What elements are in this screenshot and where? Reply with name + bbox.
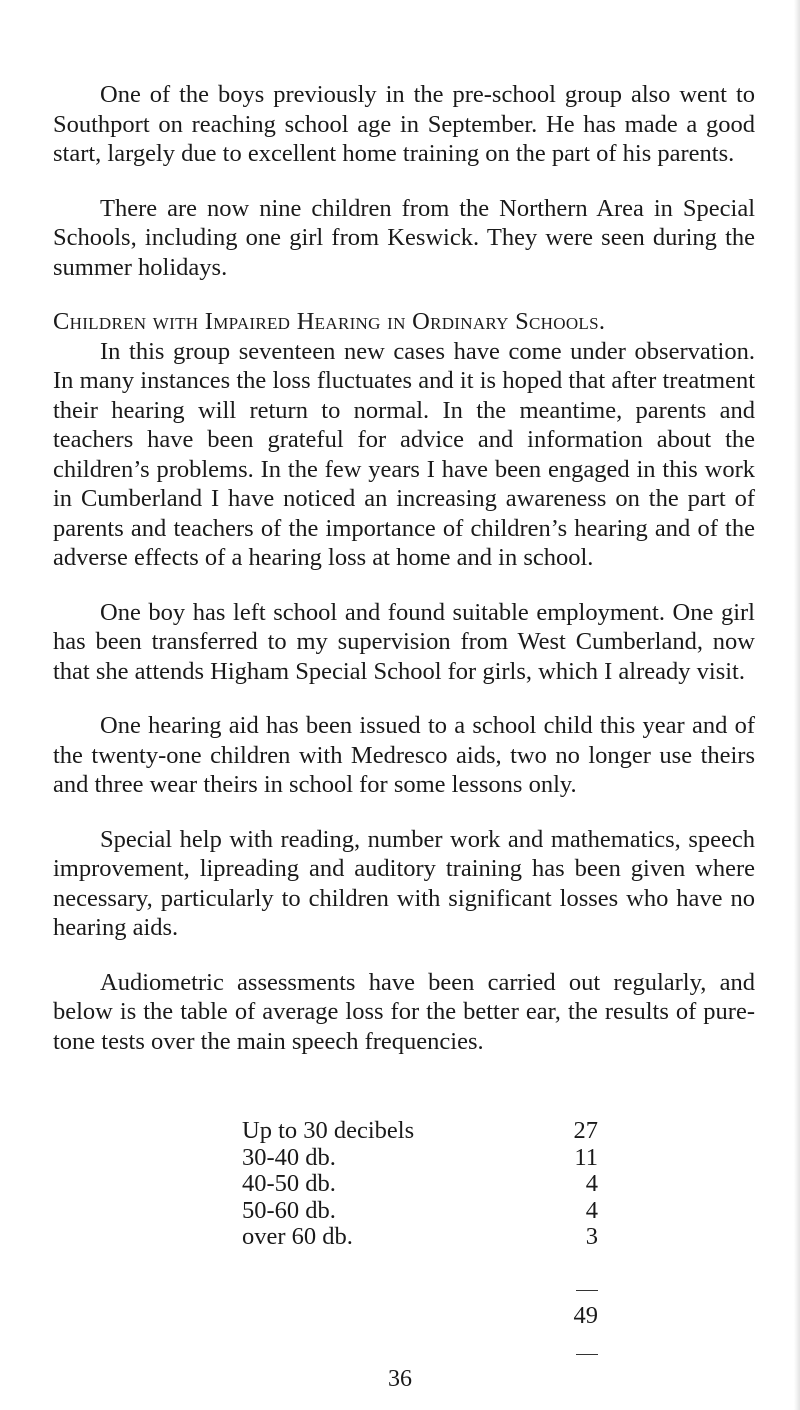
row-label: Up to 30 decibels bbox=[242, 1117, 415, 1144]
table-total: 49 bbox=[573, 1302, 598, 1329]
section-heading: Children with Impaired Hearing in Ordinary Schools. bbox=[53, 308, 606, 335]
table-row bbox=[242, 1224, 598, 1251]
hearing-loss-table bbox=[242, 1117, 598, 1329]
table-row bbox=[242, 1145, 598, 1172]
paragraph-special-help: Special help with reading, number work and mathematics, speech improvement, lipreading and auditory training has been given where necessary, particularly to children with significant losses who have no hearing aids. bbox=[53, 825, 755, 941]
table-row bbox=[242, 1118, 598, 1145]
table-row bbox=[242, 1198, 598, 1225]
page-edge-shadow bbox=[794, 0, 800, 1410]
paragraph-hearing-aid: One hearing aid has been issued to a school child this year and of the twenty-one children with Medresco aids, two no longer use theirs and three wear theirs in school for some lessons only. bbox=[53, 712, 755, 798]
section-impaired-hearing bbox=[53, 307, 755, 573]
row-label: 50-60 db. bbox=[242, 1196, 336, 1224]
paragraph-employment: One boy has left school and found suitable employment. One girl has been transferred to my supervision from West Cumberland, now that she attends Higham Special School for girls, which I already visit. bbox=[53, 598, 755, 685]
paragraph-southport: One of the boys previously in the pre-school group also went to Southport on reaching school age in September. He has made a good start, largely due to excellent home training on the part of his parents. bbox=[53, 81, 755, 167]
page-number: 36 bbox=[388, 1366, 412, 1392]
row-label: over 60 db. bbox=[242, 1223, 353, 1250]
paragraph-new-cases: In this group seventeen new cases have come under observation. In many instances the loss fluctuates and it is hoped that after treatment their hearing will return to normal. In the meantime, parents and teachers have been grateful for advice and information about the children’s problems. In the few years I have been engaged in this work in Cumberland I have noticed an increasing awareness on the part of parents and teachers of the importance of children’s hearing and of the adverse effects of a hearing loss at home and in school. bbox=[53, 337, 755, 571]
table-row bbox=[242, 1171, 598, 1198]
row-value: 3 bbox=[585, 1223, 598, 1250]
row-value: 11 bbox=[574, 1143, 598, 1171]
paragraph-audiometric: Audiometric assessments have been carried out regularly, and below is the table of average loss for the better ear, the results of pure-tone tests over the main speech frequencies. bbox=[53, 968, 755, 1055]
row-value: 4 bbox=[585, 1170, 598, 1197]
total-rule-top bbox=[576, 1290, 598, 1291]
document-body bbox=[53, 80, 755, 1081]
paragraph-northern-area: There are now nine children from the Northern Area in Special Schools, including one girl from Keswick. They were seen during the summer holidays. bbox=[53, 194, 755, 281]
row-value: 27 bbox=[573, 1117, 598, 1144]
row-value: 4 bbox=[585, 1196, 598, 1224]
row-label: 40-50 db. bbox=[242, 1170, 336, 1197]
row-label: 30-40 db. bbox=[242, 1143, 336, 1171]
total-rule-bottom bbox=[576, 1354, 598, 1355]
